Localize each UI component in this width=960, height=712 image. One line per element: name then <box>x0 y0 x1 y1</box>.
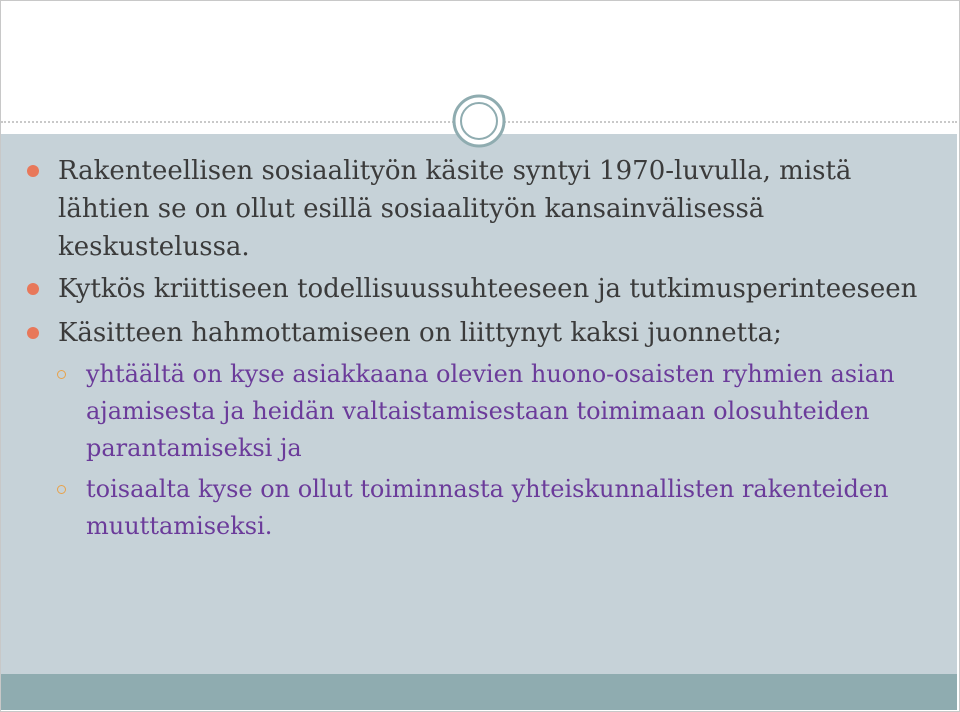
bullet-item <box>22 314 922 352</box>
sub-bullet-list <box>22 356 922 545</box>
sub-bullet-item <box>22 356 922 467</box>
bullet-item <box>22 152 922 266</box>
ring-ornament-icon <box>452 94 506 148</box>
bullet-dot-icon <box>27 283 39 295</box>
sub-bullet-text: yhtäältä on kyse asiakkaana olevien huono-osaisten ryhmien asian ajamisesta ja heidän valtaistamisestaan toimimaan olosuhteiden parantamiseksi ja <box>86 360 895 462</box>
sub-bullet-ring-icon <box>57 370 66 379</box>
sub-bullet-item <box>22 471 922 545</box>
bullet-text: Rakenteellisen sosiaalityön käsite syntyi 1970-luvulla, mistä lähtien se on ollut esillä sosiaalityön kansainvälisessä keskustelussa. <box>58 156 852 262</box>
footer-band <box>1 674 957 710</box>
bullet-text: Kytkös kriittiseen todellisuussuhteeseen ja tutkimusperinteeseen <box>58 274 918 304</box>
bullet-dot-icon <box>27 165 39 177</box>
slide-body <box>22 152 922 549</box>
sub-bullet-ring-icon <box>57 485 66 494</box>
sub-bullet-text: toisaalta kyse on ollut toiminnasta yhteiskunnallisten rakenteiden muuttamiseksi. <box>86 475 889 540</box>
bullet-dot-icon <box>27 327 39 339</box>
bullet-text: Käsitteen hahmottamiseen on liittynyt kaksi juonnetta; <box>58 318 782 348</box>
bullet-item <box>22 270 922 308</box>
